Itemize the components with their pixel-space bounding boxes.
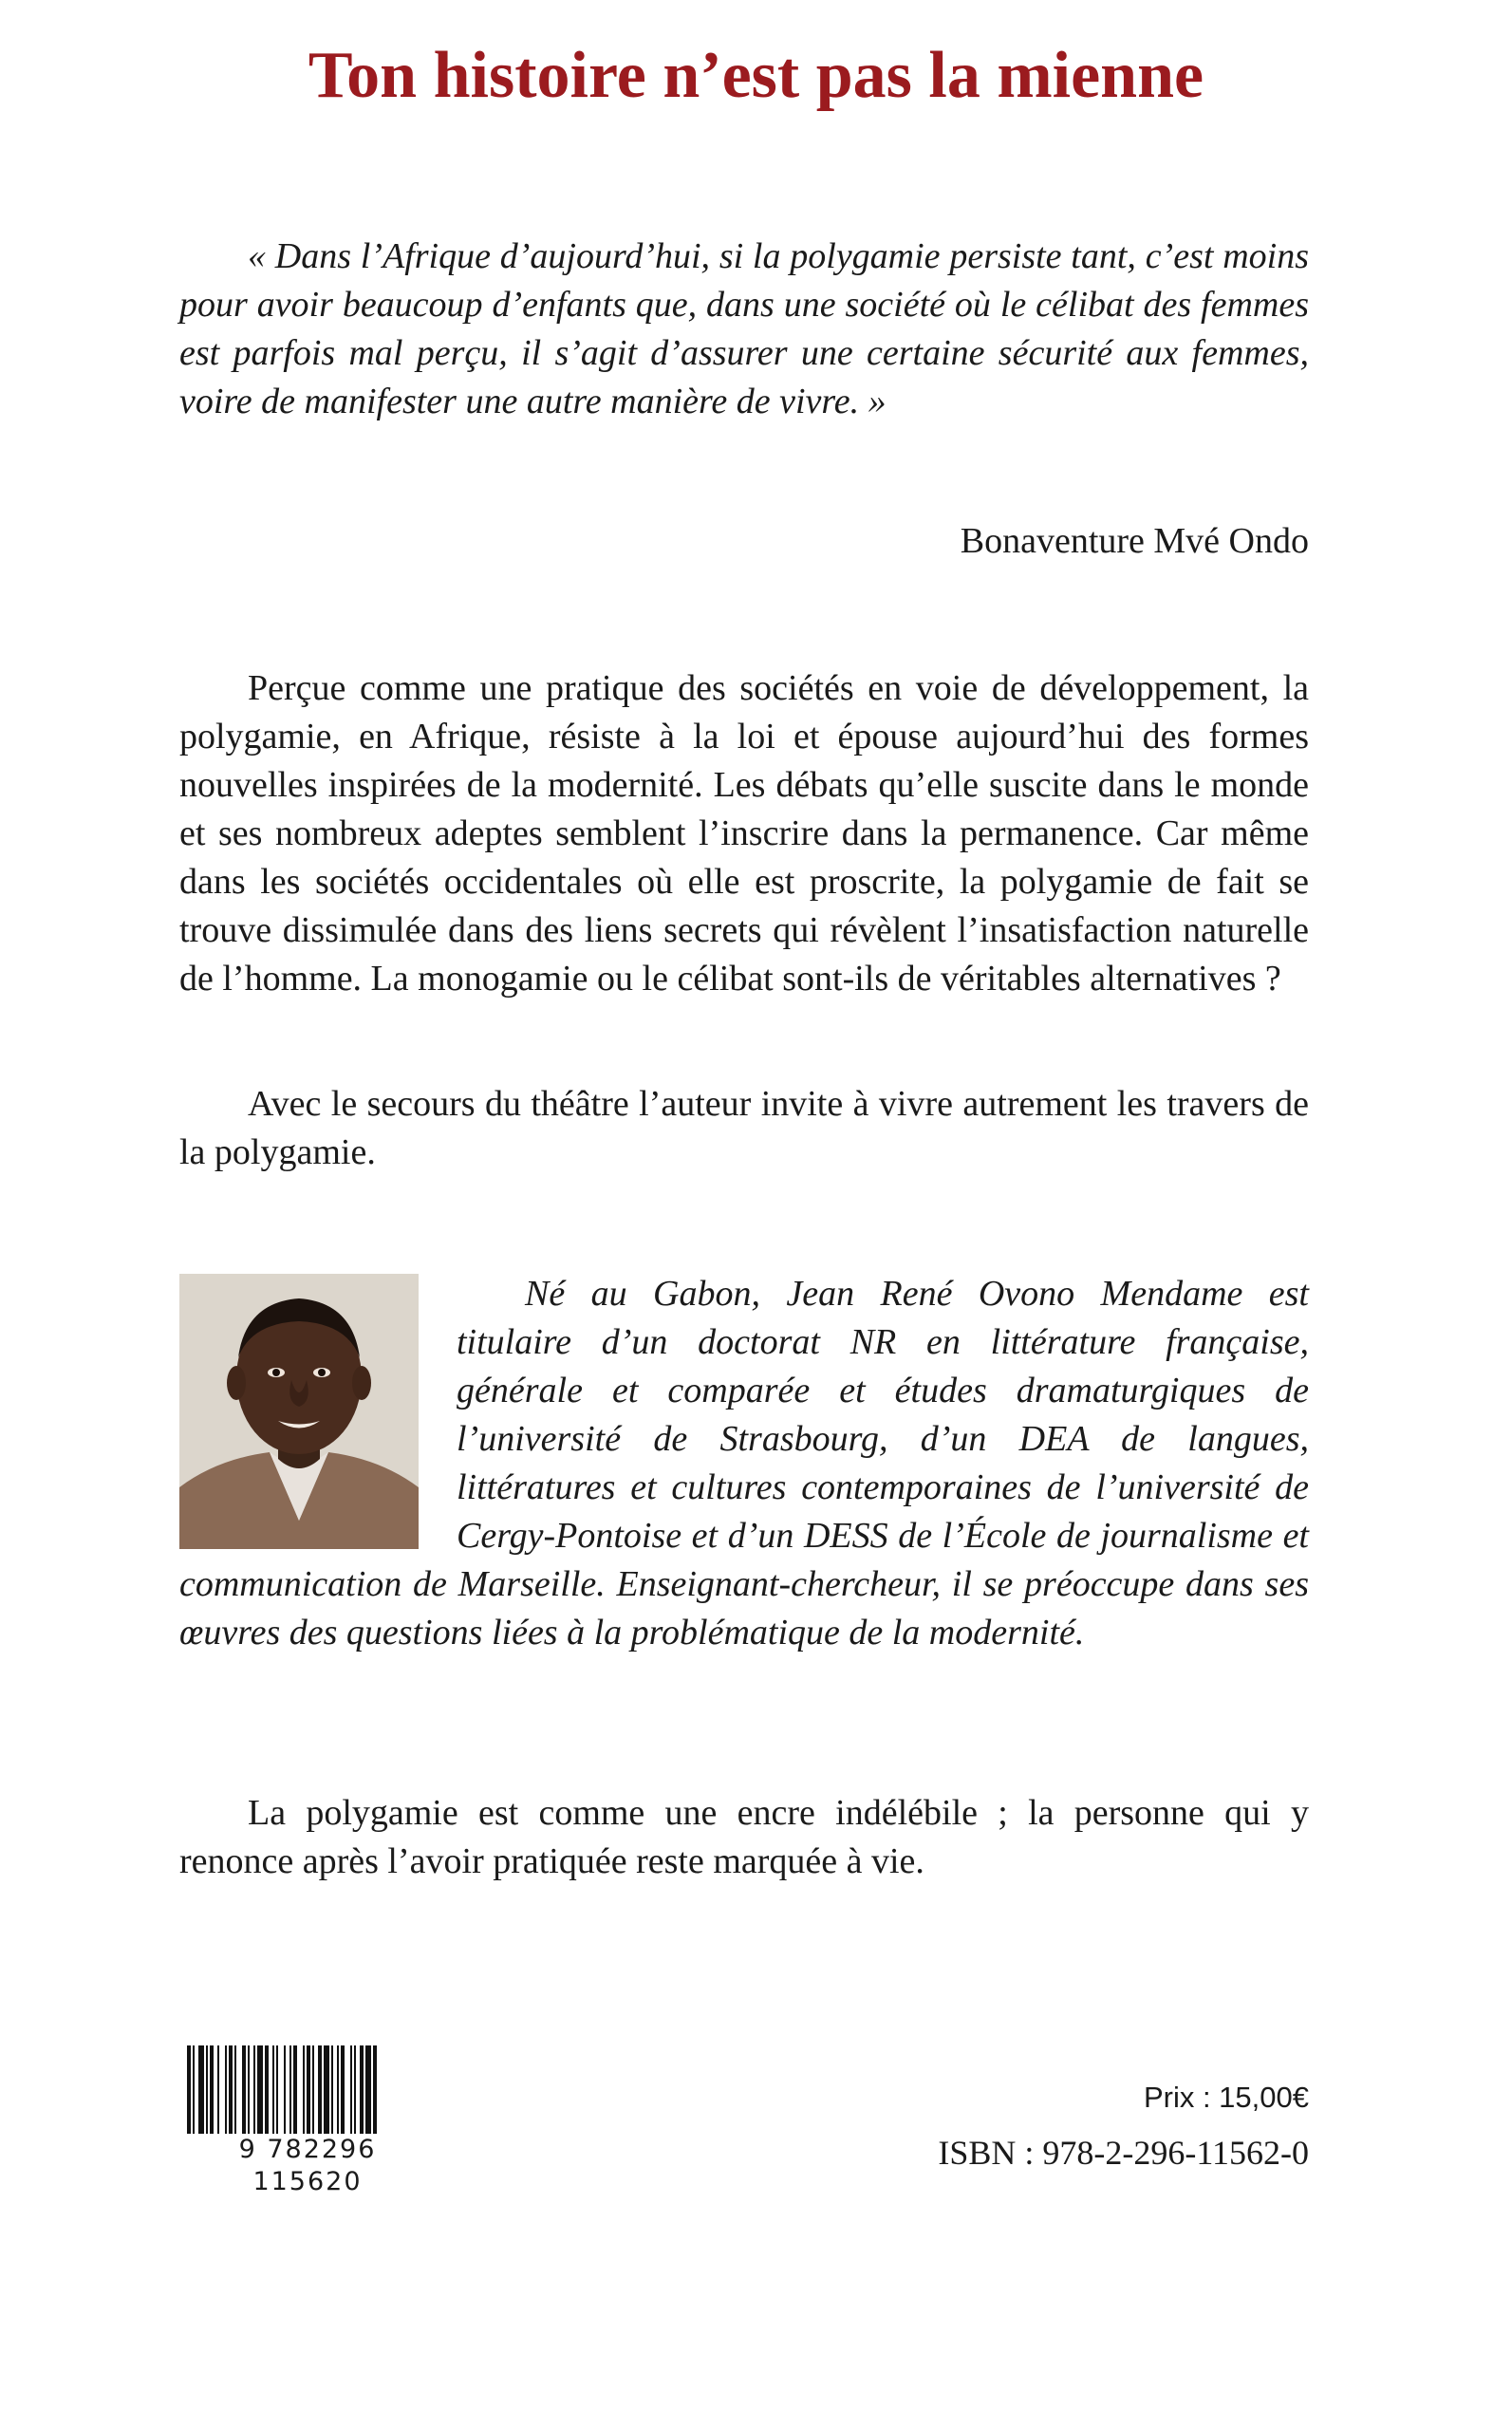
book-title: Ton histoire n’est pas la mienne	[308, 39, 1204, 112]
epigraph-author: Bonaventure Mvé Ondo	[960, 521, 1309, 561]
author-bio-text: Né au Gabon, Jean René Ovono Mendame est titulaire d’un doctorat NR en littérature française, générale et comparée et études dramaturgiques de l’université de Strasbourg, d’un DEA de langues, littératures et cultures contemporaines de l’université de Cergy-Pontoise et d’un DESS de l’École de journalisme et communication de Marseille. Enseignant-chercheur, il se préoccupe dans ses œuvres des questions liées à la problématique de la modernité.	[179, 1274, 1309, 1653]
author-portrait-image	[179, 1274, 419, 1549]
closing-quote: La polygamie est comme une encre indélébile ; la personne qui y renonce après l’avoir pratiquée reste marquée à vie.	[179, 1793, 1309, 1881]
author-bio	[179, 1270, 1309, 1657]
price-label: Prix : 15,00€	[1143, 2081, 1309, 2114]
summary-paragraph-2: Avec le secours du théâtre l’auteur invite à vivre autrement les travers de la polygamie.	[179, 1084, 1309, 1172]
isbn-label: ISBN : 978-2-296-11562-0	[938, 2134, 1309, 2172]
barcode-digits: 9 782296 115620	[179, 2134, 436, 2198]
author-photo	[179, 1274, 419, 1549]
summary-paragraph-1: Perçue comme une pratique des sociétés en voie de développement, la polygamie, en Afrique, résiste à la loi et épouse aujourd’hui des formes nouvelles inspirées de la modernité. Les débats qu’elle suscite dans le monde et ses nombreux adeptes semblent l’inscrire dans la permanence. Car même dans les sociétés occidentales où elle est proscrite, la polygamie de fait se trouve dissimulée dans des liens secrets qui révèlent l’insatisfaction naturelle de l’homme. La monogamie ou le célibat sont-ils de véritables alternatives ?	[179, 668, 1309, 999]
epigraph-quote: « Dans l’Afrique d’aujourd’hui, si la polygamie persiste tant, c’est moins pour avoir beaucoup d’enfants que, dans une société où le célibat des femmes est parfois mal perçu, il s’agit d’assurer une certaine sécurité aux femmes, voire de manifester une autre manière de vivre. »	[179, 236, 1309, 421]
